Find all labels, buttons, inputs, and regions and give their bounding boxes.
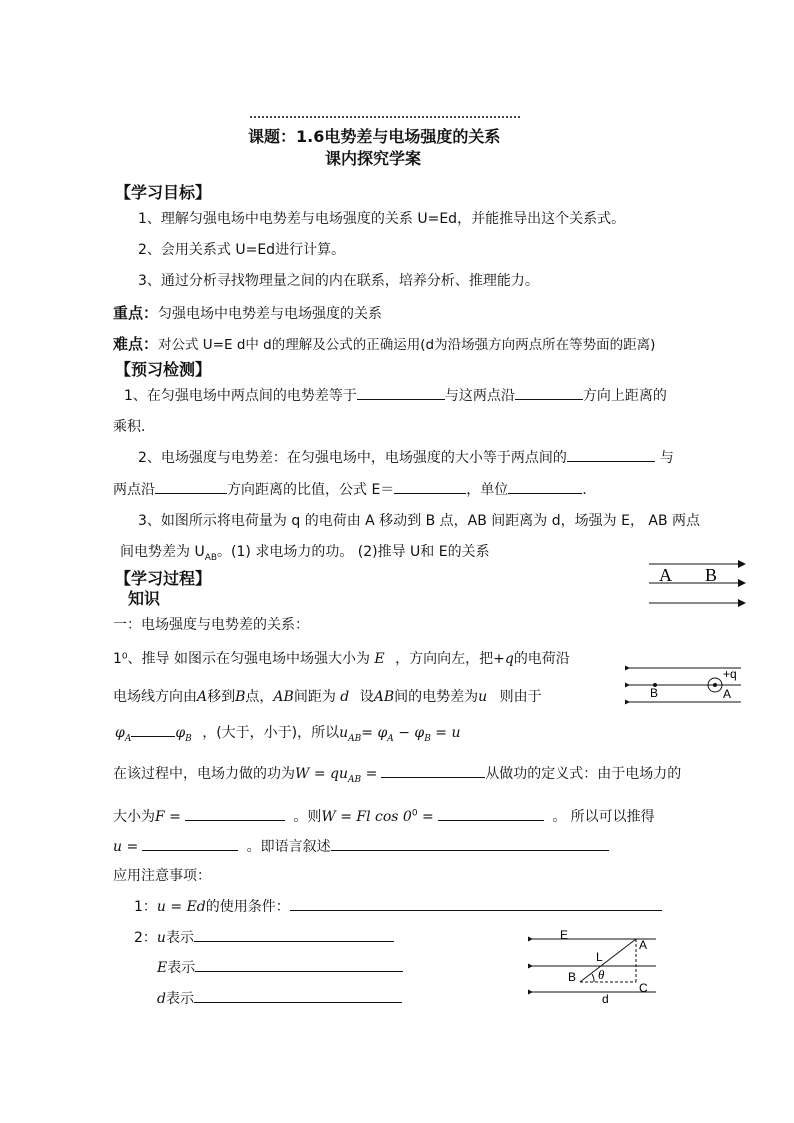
n2-text-b: 表示 <box>165 930 194 946</box>
q3-sub: AB <box>204 552 218 563</box>
d3-eq: = u <box>430 725 461 741</box>
key-text: 匀强电场中电势差与电场强度的关系 <box>158 306 383 322</box>
n1-text-a: 1： <box>134 899 157 915</box>
n4-text-b: 表示 <box>165 991 194 1007</box>
fig3-label-L: L <box>596 950 603 964</box>
derive-line3 <box>115 722 461 744</box>
q1-text-b: 与这两点沿 <box>444 388 515 404</box>
d5-text-b: 。则 <box>293 809 322 825</box>
d2-text-b: 移到 <box>207 689 236 705</box>
d1-text-c: 的电荷沿 <box>513 651 570 667</box>
d4-eq: = <box>361 766 378 782</box>
fig1-label-A: A <box>659 565 672 585</box>
q2-blank-3[interactable] <box>394 479 466 494</box>
q2-text-a: 2、电场强度与电势差：在匀强电场中，电场强度的大小等于两点间的 <box>138 450 567 466</box>
d2-B: B <box>235 689 246 705</box>
d6-text-a: 。即语言叙述 <box>246 839 331 855</box>
d2-d: d <box>340 689 350 705</box>
q2-blank-1[interactable] <box>567 447 655 462</box>
n4-d: d <box>157 991 166 1007</box>
d2-AB2: AB <box>373 689 395 705</box>
d4-W: W = qu <box>295 766 348 782</box>
derive-line4 <box>113 763 681 785</box>
d2-text-c: 点， <box>245 689 274 705</box>
preview-q3-line2 <box>120 541 490 563</box>
n1-formula: u = Ed <box>156 899 206 915</box>
figure-2-charge-field <box>625 660 745 706</box>
d5-text-a: 大小为 <box>113 809 155 825</box>
d1-q: +q <box>493 651 514 667</box>
d4-sub: AB <box>348 774 362 785</box>
difficulty-point <box>113 333 655 354</box>
goal-item-1: 1、理解匀强电场中电势差与电场强度的关系 U=Ed，并能推导出这个关系式。 <box>138 211 626 227</box>
q1-text-a: 1、在匀强电场中两点间的电势差等于 <box>124 388 357 404</box>
d3-u: u <box>339 725 349 741</box>
d3-subA: A <box>124 733 132 744</box>
notes-heading: 应用注意事项： <box>113 868 211 884</box>
n3-text-b: 表示 <box>167 960 196 976</box>
theta-arc <box>592 974 594 982</box>
d5-eq: = <box>417 809 434 825</box>
fig3-label-E: E <box>560 928 569 942</box>
fig2-label-A: A <box>723 687 732 701</box>
d1-text-b: ，方向向左，把 <box>395 651 494 667</box>
fig1-label-B: B <box>705 565 718 585</box>
fig2-label-q: +q <box>723 667 737 681</box>
n1-blank[interactable] <box>290 896 662 911</box>
figure-3-geometry <box>528 926 663 1004</box>
derive-line2 <box>113 686 542 706</box>
n3-blank[interactable] <box>195 957 403 972</box>
q2-text-d: 方向距离的比值，公式 E＝ <box>227 482 395 498</box>
q2-text-c: 两点沿 <box>113 482 155 498</box>
n1-text-b: 的使用条件： <box>205 899 290 915</box>
fig3-label-A: A <box>639 938 648 952</box>
part1-title: 一：电场强度与电势差的关系： <box>113 617 309 633</box>
d2-text-d: 间距为 <box>293 689 336 705</box>
d3-rest: = φ <box>361 725 388 741</box>
d2-A: A <box>197 689 208 705</box>
d4-text-a: 在该过程中，电场力做的功为 <box>113 766 295 782</box>
charge-dot <box>713 683 717 687</box>
d3-sB: B <box>424 733 431 744</box>
d3-subAB: AB <box>348 733 362 744</box>
segment-BA <box>580 939 636 982</box>
d3-subB: B <box>185 733 192 744</box>
d3-sA: A <box>387 733 394 744</box>
d4-text-b: 从做功的定义式：由于电场力的 <box>485 766 682 782</box>
n3-E: E <box>157 960 168 976</box>
d2-text-g: 则由于 <box>499 689 542 705</box>
note-3 <box>157 957 403 977</box>
n2-text-a: 2： <box>134 930 157 946</box>
note-4 <box>157 988 402 1008</box>
q2-blank-2[interactable] <box>155 479 227 494</box>
d5-blank-1[interactable] <box>185 806 285 821</box>
q2-text-e: ，单位 <box>466 482 509 498</box>
fig2-label-B: B <box>650 686 659 700</box>
goal-item-2: 2、会用关系式 U=Ed进行计算。 <box>138 242 346 258</box>
goals-heading: 【学习目标】 <box>115 183 212 202</box>
note-2 <box>134 927 394 947</box>
n2-blank[interactable] <box>194 927 394 942</box>
header-rule <box>250 116 520 120</box>
process-heading: 【学习过程】 <box>115 569 212 588</box>
d3-phiA: φ <box>115 725 125 741</box>
d5-F: F = <box>155 809 181 825</box>
fig3-label-theta: θ <box>598 967 605 982</box>
q3-text-b2: 。(1) 求电场力的功。 (2)推导 U和 E的关系 <box>217 544 490 560</box>
key-point <box>113 302 382 323</box>
preview-heading: 【预习检测】 <box>115 360 212 379</box>
n4-blank[interactable] <box>194 988 402 1003</box>
d5-W: W = Fl cos 0 <box>321 809 412 825</box>
difficulty-label: 难点： <box>113 335 159 353</box>
fig3-label-C: C <box>639 981 648 995</box>
d3-text-a: ，(大于，小于)，所以 <box>202 725 340 741</box>
d5-sup: 0 <box>411 808 418 819</box>
fig3-label-d: d <box>602 992 609 1004</box>
d5-blank-2[interactable] <box>438 806 544 821</box>
d1-text-a: 1⁰、推导 如图示在匀强电场中场强大小为 <box>113 651 370 667</box>
preview-q1-line1 <box>124 385 667 405</box>
d6-blank-2[interactable] <box>331 836 609 851</box>
derive-line6 <box>113 836 609 856</box>
q1-blank-2[interactable] <box>515 385 583 400</box>
d6-u: u = <box>113 839 139 855</box>
figure-1-field-lines <box>645 556 750 608</box>
goal-item-3: 3、通过分析寻找物理量之间的内在联系，培养分析、推理能力。 <box>138 273 539 289</box>
derive-line1 <box>113 648 570 668</box>
fig3-label-B: B <box>568 970 577 984</box>
d2-text-f: 间的电势差为 <box>394 689 479 705</box>
note-1 <box>134 896 662 916</box>
d2-u: u <box>478 689 488 705</box>
d1-E: E <box>374 651 385 667</box>
d2-text-a: 电场线方向由 <box>113 689 197 705</box>
d3-minus: − φ <box>393 725 425 741</box>
q1-blank-1[interactable] <box>357 385 445 400</box>
q2-blank-4[interactable] <box>508 479 582 494</box>
page-title: 课题：1.6电势差与电场强度的关系 <box>248 127 501 146</box>
q1-text-c: 方向上距离的 <box>582 388 667 404</box>
d2-text-e: 设 <box>359 689 374 705</box>
difficulty-text: 对公式 U=E d中 d的理解及公式的正确运用(d为沿场强方向两点所在等势面的距离) <box>158 337 656 353</box>
d3-phiB: φ <box>175 725 186 741</box>
preview-q1-line2: 乘积． <box>113 419 155 435</box>
q3-text-b1: 间电势差为 U <box>120 544 205 560</box>
d6-blank-1[interactable] <box>142 836 238 851</box>
page-subtitle: 课内探究学案 <box>325 149 422 168</box>
d4-blank[interactable] <box>381 763 485 778</box>
d3-blank[interactable] <box>131 722 175 737</box>
derive-line5 <box>113 806 655 826</box>
key-label: 重点： <box>113 304 159 322</box>
d2-AB: AB <box>273 689 294 705</box>
knowledge-label: 知识 <box>128 589 161 608</box>
q2-text-b: 与 <box>659 450 674 466</box>
preview-q2-line1 <box>138 447 674 467</box>
preview-q3-line1: 3、如图所示将电荷量为 q 的电荷由 A 移动到 B 点，AB 间距离为 d，场强为 E， AB 两点 <box>138 513 701 529</box>
preview-q2-line2 <box>113 479 587 499</box>
n2-u: u <box>156 930 166 946</box>
q2-text-f: . <box>582 482 587 498</box>
d5-text-c: 。 所以可以推得 <box>552 809 655 825</box>
